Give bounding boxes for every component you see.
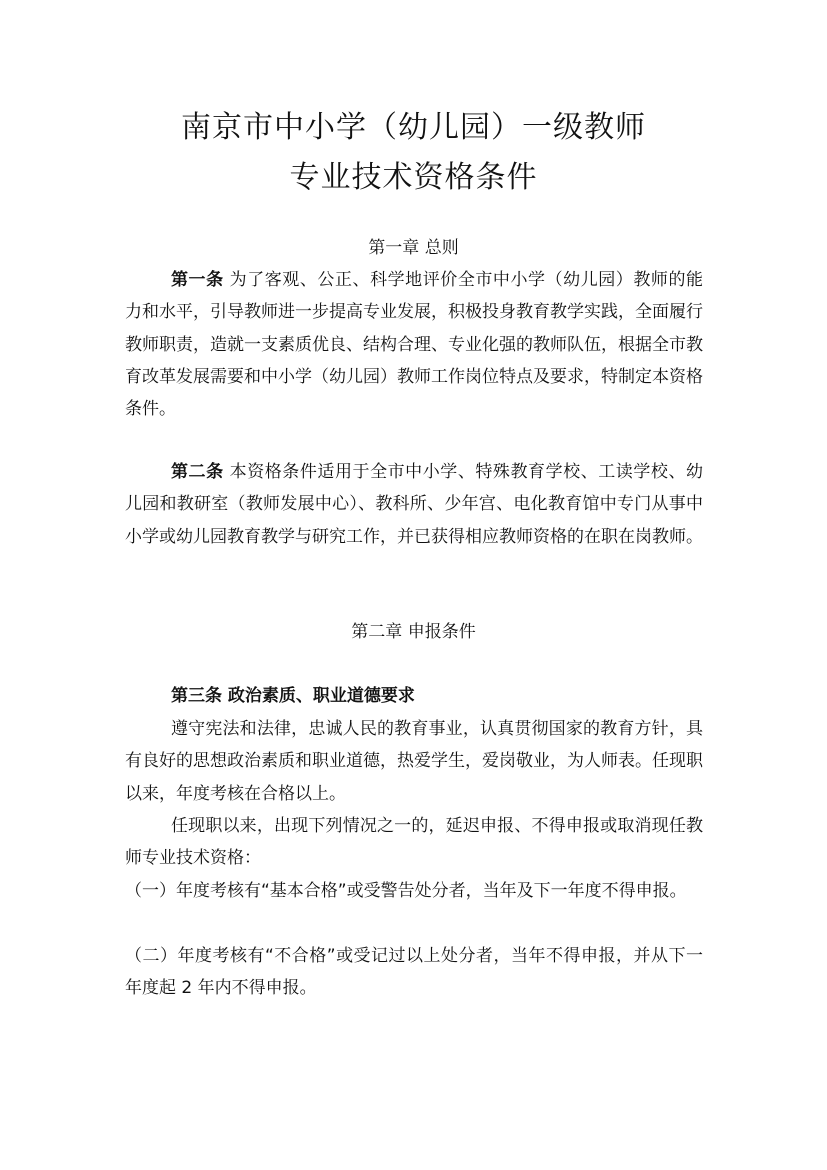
- article3-heading: 第三条 政治素质、职业道德要求: [171, 686, 415, 706]
- article3-paragraph1: 遵守宪法和法律，忠诚人民的教育事业，认真贯彻国家的教育方针，具有良好的思想政治素质和职业道德，热爱学生，爱岗敬业，为人师表。任现职以来，年度考核在合格以上。: [125, 719, 703, 804]
- article1-text: 为了客观、公正、科学地评价全市中小学（幼儿园）教师的能力和水平，引导教师进一步提高专业发展，积极投身教育教学实践，全面履行教师职责，造就一支素质优良、结构合理、专业化强的教师队伍，根据全市教育改革发展需要和中小学（幼儿园）教师工作岗位特点及要求，特制定本资格条件。: [125, 270, 703, 420]
- document-title-line2: 专业技术资格条件: [289, 160, 538, 195]
- article2-paragraph: [125, 456, 703, 553]
- article1-label: 第一条: [171, 270, 224, 290]
- article3-item1: （一）年度考核有“基本合格”或受警告处分者，当年及下一年度不得申报。: [125, 881, 687, 901]
- article2-label: 第二条: [171, 462, 224, 482]
- article3-paragraph2: 任现职以来，出现下列情况之一的，延迟申报、不得申报或取消现任教师专业技术资格：: [125, 816, 703, 869]
- article3-item2: （二）年度考核有“不合格”或受记过以上处分者，当年不得申报，并从下一年度起 2 年内不得申报。: [125, 946, 703, 999]
- chapter2-heading: 第二章 申报条件: [351, 622, 476, 642]
- article1-paragraph: [125, 264, 703, 425]
- document-title-line1: 南京市中小学（幼儿园）一级教师: [181, 110, 646, 145]
- chapter1-heading: 第一章 总则: [368, 238, 459, 258]
- article2-text: 本资格条件适用于全市中小学、特殊教育学校、工读学校、幼儿园和教研室（教师发展中心）、教科所、少年宫、电化教育馆中专门从事中小学或幼儿园教育教学与研究工作，并已获得相应教师资格的在职在岗教师。: [125, 462, 703, 547]
